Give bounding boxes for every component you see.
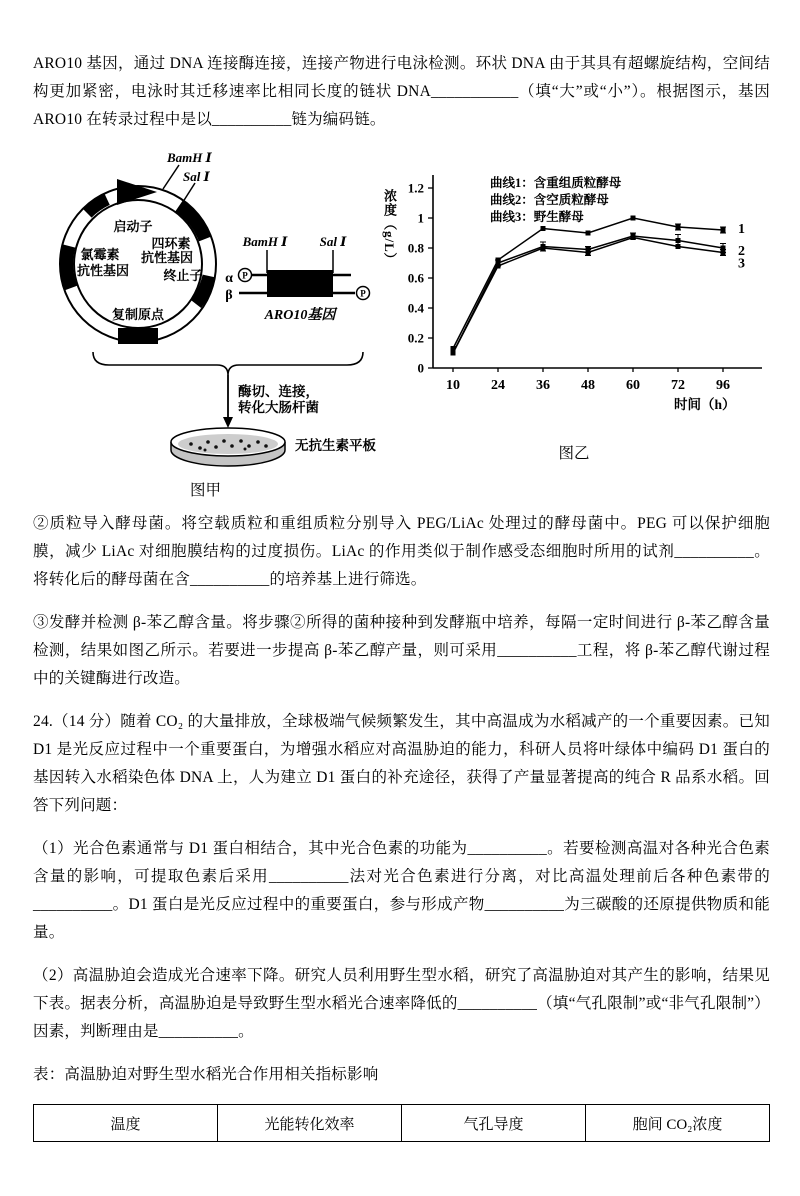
figure-yi (378, 149, 770, 500)
aro10-gene-label: ARO10基因 (264, 308, 336, 323)
fragment-bamhi-label: BamH Ⅰ (242, 234, 288, 249)
table-header-light-conversion: 光能转化效率 (218, 1105, 402, 1142)
chart-data-point (586, 231, 591, 236)
plasmid-bamhi-label: BamH Ⅰ (167, 150, 212, 165)
chart-y-tick-label: 1 (417, 210, 424, 226)
chart-x-tick-label: 96 (716, 378, 730, 393)
chart-y-tick-label: 0 (417, 360, 424, 376)
phosphate-label-right: P (360, 288, 366, 299)
chart-y-tick-label: 0.6 (407, 270, 424, 286)
chart-curve-end-label: 1 (738, 222, 745, 237)
chart-x-tick-label: 60 (626, 378, 640, 393)
chart-data-point (631, 235, 636, 240)
plate-label: 无抗生素平板 (295, 438, 376, 453)
bamhi-pointer-line (163, 165, 179, 189)
figure-yi-caption: 图乙 (558, 445, 590, 462)
paragraph-step3-fermentation: ③发酵并检测 β-苯乙醇含量。将步骤②所得的菌种接种到发酵瓶中培养，每隔一定时间进行 β-苯乙醇含量检测，结果如图乙所示。若要进一步提高 β-苯乙醇产量，则可采用__________工程，将 β-苯乙醇代谢过程中的关键酶进行改造。 (33, 614, 770, 687)
chart-data-point (541, 226, 546, 231)
figure-jia (33, 149, 378, 500)
paragraph-step2-transformation: ②质粒导入酵母菌。将空载质粒和重组质粒分别导入 PEG/LiAc 处理过的酵母菌中。PEG 可以保护细胞膜，减少 LiAc 对细胞膜结构的过度损伤。LiAc 的作用类似于制作感受态细胞时所用的试剂__________。将转化后的酵母菌在含__________的培养基上进行筛选。 (33, 515, 770, 588)
plasmid-sali-label: Sal Ⅰ (183, 169, 210, 184)
legend-item-2: 曲线2：含空质粒酵母 (490, 193, 609, 207)
phosphate-label-left: P (242, 270, 248, 281)
process-arrowhead-icon (223, 417, 233, 428)
chart-x-axis-label: 时间（h） (674, 397, 736, 412)
chl-resistance-label-2: 抗性基因 (76, 263, 130, 278)
chart-curve-end-label: 2 (738, 244, 745, 259)
question-24-intro: 24.（14 分）随着 CO₂ 的大量排放，全球极端气候频繁发生，其中高温成为水稻减产的一个重要因素。已知 D1 是光反应过程中一个重要蛋白，为增强水稻应对高温胁迫的能力，科研人员将叶绿体中编码 D1 蛋白的基因转入水稻染色体 DNA 上，人为建立 D1 蛋白的补充途径，获得了产量显著提高的纯合 R 品系水稻。回答下列问题： (33, 713, 770, 814)
chart-data-point (586, 250, 591, 255)
table-header-temperature: 温度 (34, 1105, 218, 1142)
table-header-intercellular-co2: 胞间 CO₂浓度 (586, 1105, 770, 1142)
legend-item-3: 曲线3：野生酵母 (490, 210, 584, 224)
chl-resistance-label-1: 氯霉素 (80, 247, 120, 262)
chart-data-point (541, 246, 546, 251)
chart-data-point (451, 351, 456, 356)
growth-chart (378, 163, 770, 415)
gene-fragment-diagram (225, 234, 369, 323)
table-header-row (34, 1105, 770, 1142)
chart-series-line (453, 218, 723, 349)
aro10-gene-box (267, 270, 333, 297)
legend-item-1: 曲线1：含重组质粒酵母 (490, 176, 622, 190)
tet-resistance-label-1: 四环素 (151, 236, 191, 251)
chart-data-point (721, 228, 726, 233)
indicator-table (33, 1104, 770, 1142)
chart-data-point (676, 225, 681, 230)
ori-label: 复制原点 (111, 307, 165, 322)
table-header-stomatal-conductance: 气孔导度 (402, 1105, 586, 1142)
chart-y-tick-label: 1.2 (407, 180, 424, 196)
figure-row (33, 149, 770, 500)
chart-x-tick-label: 48 (581, 378, 595, 393)
terminator-label: 终止子 (163, 268, 203, 283)
chart-data-point (676, 238, 681, 243)
chart-data-point (496, 264, 501, 269)
promoter-label: 启动子 (113, 219, 153, 234)
fragment-sali-label: Sal Ⅰ (319, 234, 347, 249)
plasmid-diagram (33, 149, 378, 471)
chart-y-tick-label: 0.4 (407, 300, 424, 316)
chart-data-point (676, 244, 681, 249)
question-24-part1: （1）光合色素通常与 D1 蛋白相结合，其中光合色素的功能为__________。若要检测高温对各种光合色素含量的影响，可提取色素后采用__________法对光合色素进行分离，对比高温处理前后各种色素带的__________。D1 蛋白是光反应过程中的重要蛋白，参与形成产物__________为三碳酸的还原提供物质和能量。 (33, 840, 770, 941)
process-step-label-2: 转化大肠杆菌 (238, 400, 319, 415)
chart-x-tick-label: 10 (446, 378, 460, 393)
chart-x-tick-label: 24 (491, 378, 505, 393)
chart-y-axis-label: 浓度（g/L） (382, 189, 397, 267)
chart-y-tick-label: 0.8 (407, 240, 424, 256)
brace-icon (93, 352, 363, 375)
paragraph-electrophoresis: ARO10 基因，通过 DNA 连接酶连接，连接产物进行电泳检测。环状 DNA 由于其具有超螺旋结构，空间结构更加紧密，电泳时其迁移速率比相同长度的链状 DNA___________（填“大”或“小”）。根据图示，基因 ARO10 在转录过程中是以__________链为编码链。 (33, 55, 770, 128)
petri-dish (171, 428, 285, 466)
table-caption: 表：高温胁迫对野生型水稻光合作用相关指标影响 (33, 1066, 379, 1083)
tet-resistance-label-2: 抗性基因 (140, 250, 194, 265)
chart-legend (490, 175, 621, 226)
process-step-label-1: 酶切、连接， (238, 384, 319, 399)
alpha-strand-label: α (225, 271, 233, 286)
chart-data-point (721, 250, 726, 255)
chart-curve-end-label: 3 (738, 256, 745, 272)
beta-strand-label: β (225, 288, 233, 303)
sali-pointer-line (181, 183, 195, 205)
chart-x-tick-label: 36 (536, 378, 550, 393)
figure-jia-caption: 图甲 (189, 482, 221, 499)
chart-x-tick-label: 72 (671, 378, 685, 393)
chart-data-point (631, 216, 636, 221)
chart-y-tick-label: 0.2 (407, 330, 424, 346)
question-24-part2: （2）高温胁迫会造成光合速率下降。研究人员利用野生型水稻，研究了高温胁迫对其产生的影响，结果见下表。据表分析，高温胁迫是导致野生型水稻光合速率降低的__________（填“气孔限制”或“非气孔限制”）因素，判断理由是__________。 (33, 967, 770, 1040)
